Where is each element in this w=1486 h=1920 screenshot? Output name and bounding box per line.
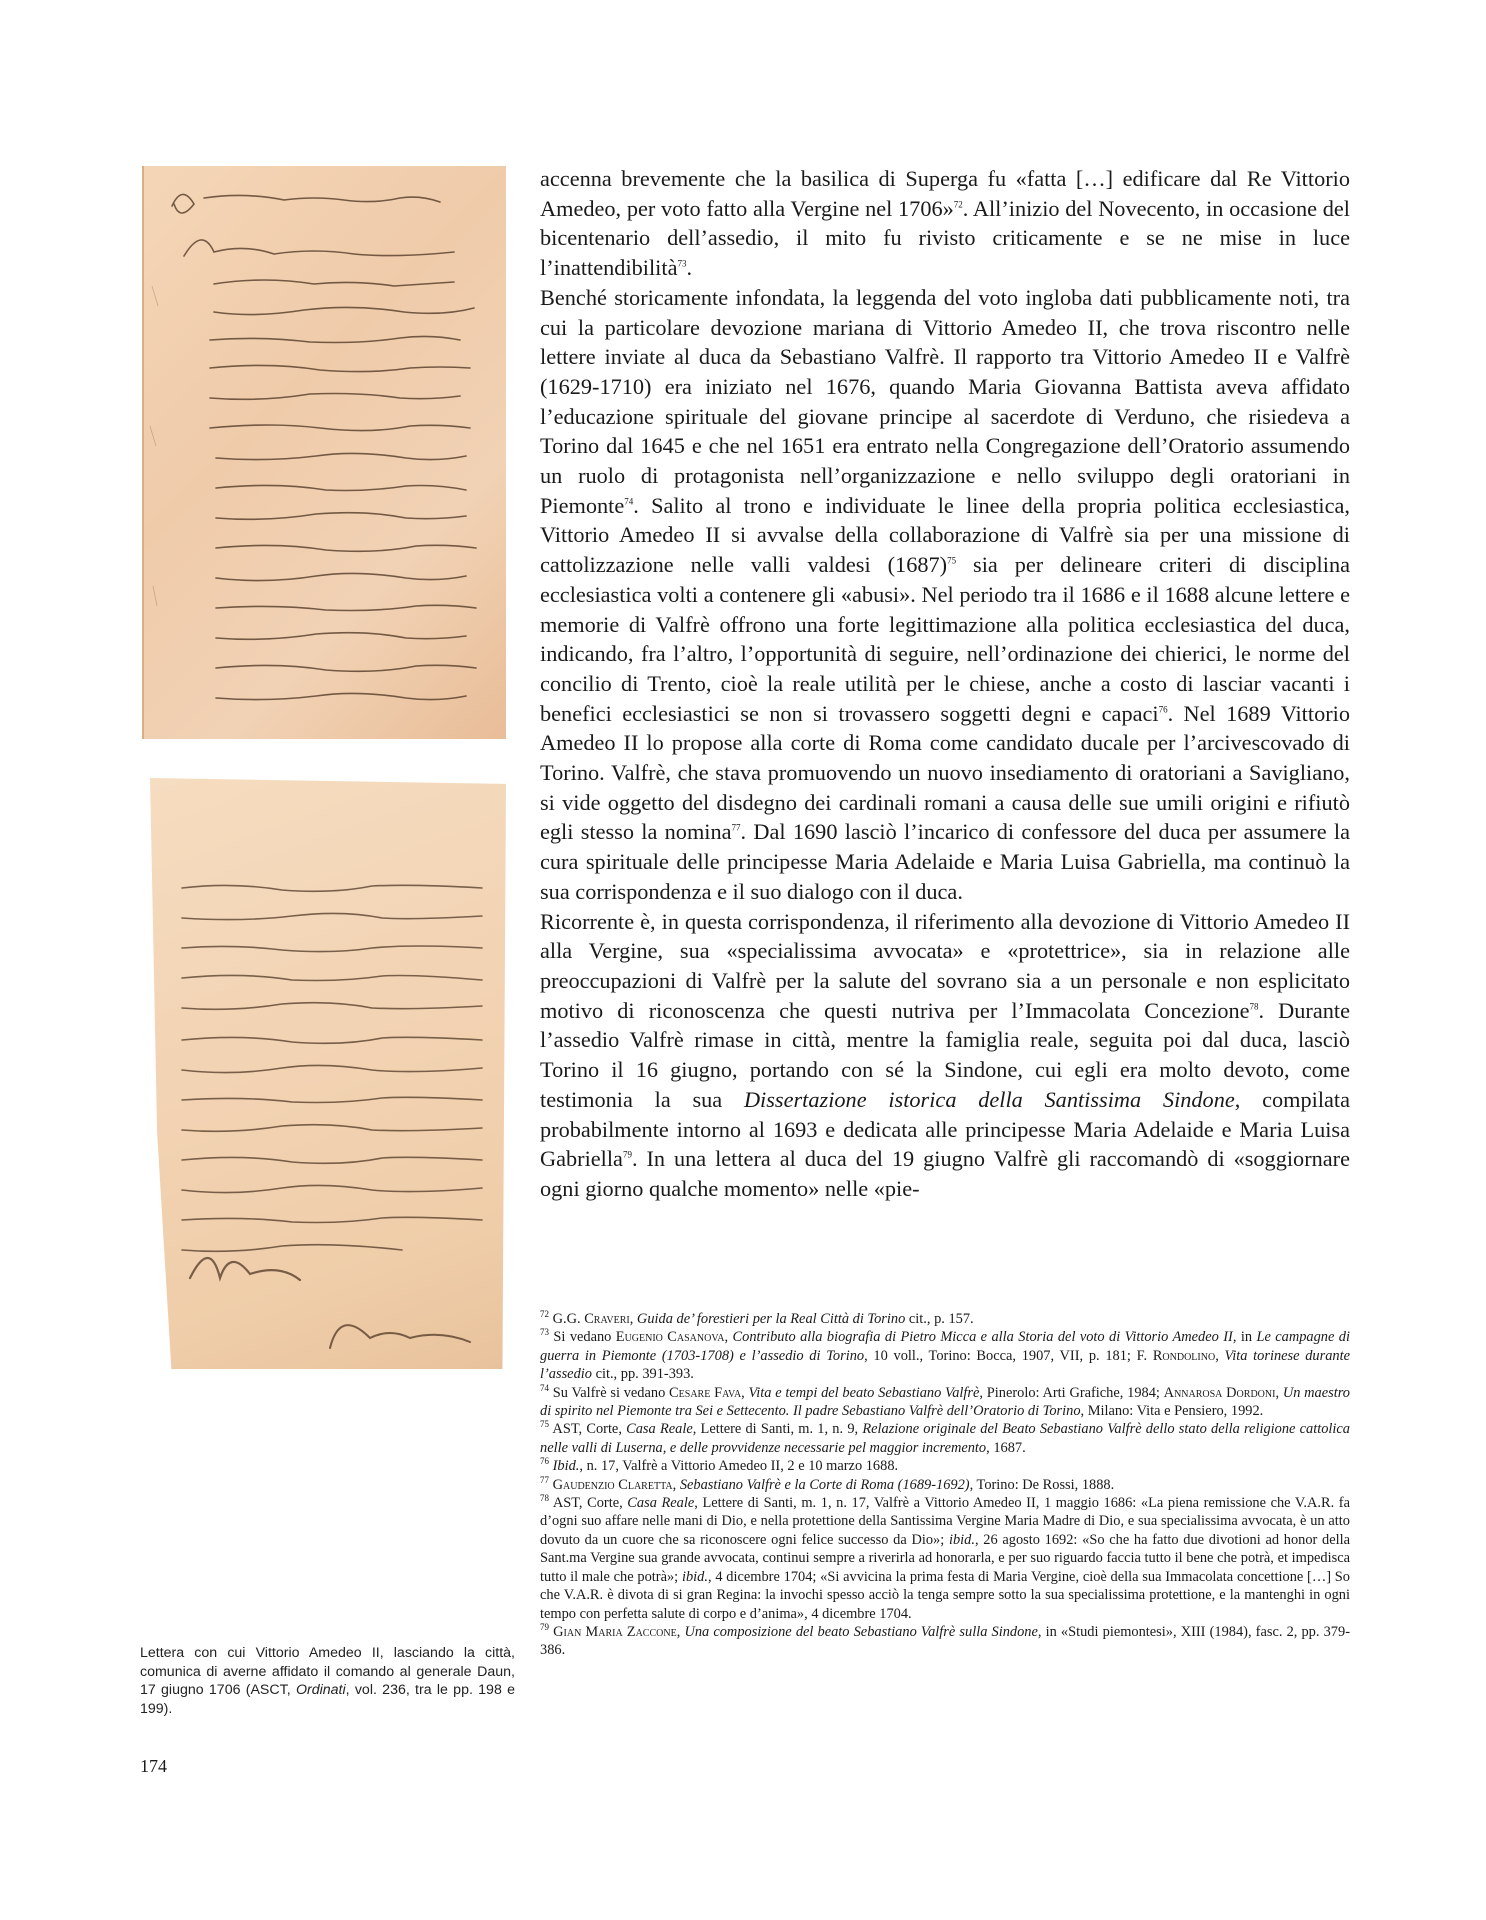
footnote-ref: 75 <box>947 555 957 566</box>
footnote-ref: 72 <box>953 199 963 210</box>
footnote-ref: 79 <box>622 1149 632 1160</box>
footnotes <box>540 1310 1350 1660</box>
footnote-ref: 78 <box>1249 1001 1259 1012</box>
footnote-78: $^{78}$ AST, Corte, Casa Reale, Lettere di Santi, m. 1, n. 17, Valfrè a Vittorio Amedeo II, 1 maggio 1686: «La piena remissione che V.A.R. fa d’ogni suo affare nelle mani di Dio, e nella protettione della Santissima Vergine Maria Madre di Dio, e sua specialissima avvocata, è un atto dovuto da un cuore che sa riconoscere ogni felice successo da Dio»; ibid., 26 agosto 1692: «So che ha fatto due divotioni ad honor della Sant.ma Vergine sua grande avvocata, continui sempre a riverirla ad honorarla, e per suo riguardo faccia tutto il bene che potrà, et impedisca tutto il male che potrà»; ibid., 4 dicembre 1704; «Si avvicina la prima festa di Maria Vergine, cioè della sua Immacolata concettione […] So che V.A.R. è divota di si gran Regina: la invochi spesso acciò la tenga sempre sotto la sua specialissima protettione, e la mantenghi in ogni tempo con perfetta salute di corpo e d’anima», 4 dicembre 1704. <box>540 1493 1351 1622</box>
footnote-74: $^{74}$ Su Valfrè si vedano Cesare Fava, Vita e tempi del beato Sebastiano Valfrè, Pinerolo: Arti Grafiche, 1984; Annarosa Dordoni, Un maestro di spirito nel Piemonte tra Sei e Settecento. Il padre Sebastiano Valfrè dell’Oratorio di Torino, Milano: Vita e Pensiero, 1992. <box>540 1382 1350 1420</box>
footnote-ref: 77 <box>731 823 741 834</box>
footnote-72: $^{72}$ G.G. Craveri, Guida de’ forestieri per la Real Città di Torino cit., p. 157. <box>540 1309 974 1327</box>
paragraph-3: Ricorrente è, in questa corrispondenza, il riferimento alla devozione di Vittorio Amedeo II alla Vergine, sua «specialissima avvocata» e «protettrice», sia in relazione alle preoccupazioni di Valfrè per la salute del sovrano sia a un personale e non esplicitato motivo di riconoscenza che questi nutriva per l’Immacolata Concezione$^{78}$. Durante l’assedio Valfrè rimase in città, mentre la famiglia reale, seguita poi dal duca, lasciò Torino il 16 giugno, portando con sé la Sindone, cui egli era molto devoto, come testimonia la sua Dissertazione istorica della Santissima Sindone, compilata probabilmente intorno al 1693 e dedicata alle principesse Maria Adelaide e Maria Luisa Gabriella$^{79}$. In una lettera al duca del 19 giugno Valfrè gli raccomandò di «soggiornare ogni giorno qualche momento» nelle «pie- <box>540 908 1350 1201</box>
manuscript-image-2 <box>150 778 506 1369</box>
footnote-75: $^{75}$ AST, Corte, Casa Reale, Lettere di Santi, m. 1, n. 9, Relazione originale del Beato Sebastiano Valfrè dello stato della religione cattolica nelle valli di Luserna, e delle provvidenze necessarie pel maggior incremento, 1687. <box>540 1419 1350 1456</box>
footnote-79: $^{79}$ Gian Maria Zaccone, Una composizione del beato Sebastiano Valfrè sulla Sindone, in «Studi piemontesi», XIII (1984), fasc. 2, pp. 379-386. <box>540 1622 1350 1659</box>
footnote-76: $^{76}$ Ibid., n. 17, Valfrè a Vittorio Amedeo II, 2 e 10 marzo 1688. <box>540 1456 899 1475</box>
paragraph-2: Benché storicamente infondata, la leggenda del voto ingloba dati pubblicamente noti, tra cui la particolare devozione mariana di Vittorio Amedeo II, che trova riscontro nelle lettere inviate al duca da Sebastiano Valfrè. Il rapporto tra Vittorio Amedeo II e Valfrè (1629-1710) era iniziato nel 1676, quando Maria Giovanna Battista aveva affidato l’educazione spirituale del giovane principe al sacerdote di Verduno, che risiedeva a Torino dal 1645 e che nel 1651 era entrato nella Congregazione dell’Oratorio assumendo un ruolo di protagonista nell’organizzazione e nello sviluppo degli oratoriani in Piemonte$^{74}$. Salito al trono e individuate le linee della propria politica ecclesiastica, Vittorio Amedeo II si avvalse della collaborazione di Valfrè sia per una missione di cattolizzazione nelle valli valdesi $(1687)^{75}$ sia per delineare criteri di disciplina ecclesiastica volti a contenere gli «abusi». Nel periodo tra il 1686 e il 1688 alcune lettere e memorie di Valfrè offrono una forte legittimazione alla politica ecclesiastica del duca, indicando, fra l’altro, l’opportunità di seguire, nell’ordinazione dei chierici, le norme del concilio di Trento, cioè la reale utilità per le chiese, anche a costo di lasciar vacanti i benefici ecclesiastici se non si trovassero soggetti degni e capaci$^{76}$. Nel 1689 Vittorio Amedeo II lo propose alla corte di Roma come candidato ducale per l’arcivescovado di Torino. Valfrè, che stava promuovendo un nuovo insediamento di oratoriani a Savigliano, si vide oggetto del disdegno dei cardinali romani a causa delle sue umili origini e rifiutò egli stesso la nomina$^{77}$. Dal 1690 lasciò l’incarico di confessore del duca per assumere la cura spirituale delle principesse Maria Adelaide e Maria Luisa Gabriella, ma continuò la sua corrispondenza e il suo dialogo con il duca. <box>540 284 1351 904</box>
page-number: 174 <box>140 1756 167 1776</box>
paragraph-1: accenna brevemente che la basilica di Superga fu «fatta […] edificare dal Re Vittorio Amedeo, per voto fatto alla Vergine nel 1706»$^{72}$. All’inizio del Novecento, in occasione del bicentenario dell’assedio, il mito fu rivisto criticamente e se ne mise in luce l’inattendibilità$^{73}$. <box>540 166 1350 281</box>
manuscript-image-1 <box>142 166 506 739</box>
main-text <box>540 164 1350 1204</box>
footnote-ref: 74 <box>624 496 634 507</box>
handwriting-scan-1 <box>144 166 506 739</box>
footnote-77: $^{77}$ Gaudenzio Claretta, Sebastiano Valfrè e la Corte di Roma (1689-1692), Torino: De Rossi, 1888. <box>540 1474 1115 1493</box>
footnote-ref: 76 <box>1158 704 1168 715</box>
handwriting-scan-2 <box>150 778 506 1369</box>
footnote-73: $^{73}$ Si vedano Eugenio Casanova, Contributo alla biografia di Pietro Micca e alla Storia del voto di Vittorio Amedeo II, in Le campagne di guerra in Piemonte (1703-1708) e l’assedio di Torino, 10 voll., Torino: Bocca, 1907, VII, p. 181; F. Rondolino, Vita torinese durante l’assedio cit., pp. 391-393. <box>540 1327 1350 1383</box>
image-caption: Lettera con cui Vittorio Amedeo II, lasciando la città, comunica di averne affidato il comando al generale Daun, 17 giugno 1706 (ASCT, Ordinati, vol. 236, tra le pp. 198 e 199). <box>140 1645 515 1717</box>
footnote-ref: 73 <box>677 258 687 269</box>
